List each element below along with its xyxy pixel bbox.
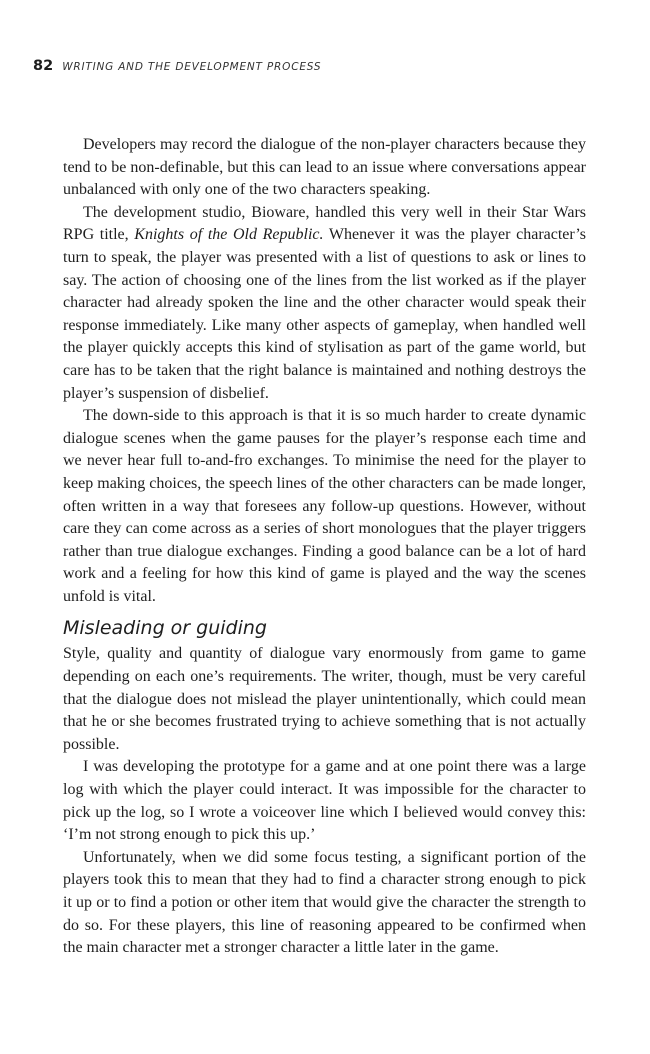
paragraph-6: Unfortunately, when we did some focus testing, a significant portion of the players took this to mean that they had to find a character strong enough to pick it up or to find a potion or other item that would give the character the strength to do so. For these players, this line of reasoning appeared to be confirmed when the main character met a stronger character a little later in the game. [63, 848, 586, 957]
paragraph-5: I was developing the prototype for a game and at one point there was a large log with which the player could interact. It was impossible for the character to pick up the log, so I wrote a voiceover line which I believed would convey this: ‘I’m not strong enough to pick this up.’ [63, 758, 586, 844]
paragraph-2 [63, 202, 586, 405]
game-title: Knights of the Old Republic. [134, 226, 324, 244]
body-text [63, 134, 586, 960]
paragraph-1: Developers may record the dialogue of the non-player characters because they tend to be non-definable, but this can lead to an issue where conversations appear unbalanced with only one of the two characters speaking. [63, 136, 586, 199]
running-title: WRITING AND THE DEVELOPMENT PROCESS [62, 61, 322, 73]
running-head [33, 58, 321, 74]
paragraph-3: The down-side to this approach is that it is so much harder to create dynamic dialogue scenes when the game pauses for the player’s response each time and we never hear full to-and-fro exchanges. To minimise the need for the player to keep making choices, the speech lines of the other characters can be made longer, often written in a way that foresees any follow-up questions. However, without care they can come across as a series of short monologues that the player triggers rather than true dialogue exchanges. Finding a good balance can be a lot of hard work and a feeling for how this kind of game is played and the way the scenes unfold is vital. [63, 407, 586, 605]
section-heading: Misleading or guiding [63, 617, 267, 640]
page-number: 82 [33, 58, 54, 74]
paragraph-2-start: The development studio, Bioware, handled this very well in their Star Wars RPG title, [63, 203, 586, 244]
paragraph-2-end: Whenever it was the player character’s turn to speak, the player was presented with a list of questions to ask or lines to say. The action of choosing one of the lines from the list worked as if the player character had already spoken the line and the other character would speak their response immediately. Like many other aspects of gameplay, when handled well the player quickly accepts this kind of stylisation as part of the game world, but care has to be taken that the right balance is maintained and nothing destroys the player’s suspension of disbelief. [63, 226, 586, 402]
paragraph-4: Style, quality and quantity of dialogue vary enormously from game to game depending on each one’s requirements. The writer, though, must be very careful that the dialogue does not mislead the player unintentionally, which could mean that he or she becomes frustrated trying to achieve something that is not actually possible. [63, 645, 586, 753]
